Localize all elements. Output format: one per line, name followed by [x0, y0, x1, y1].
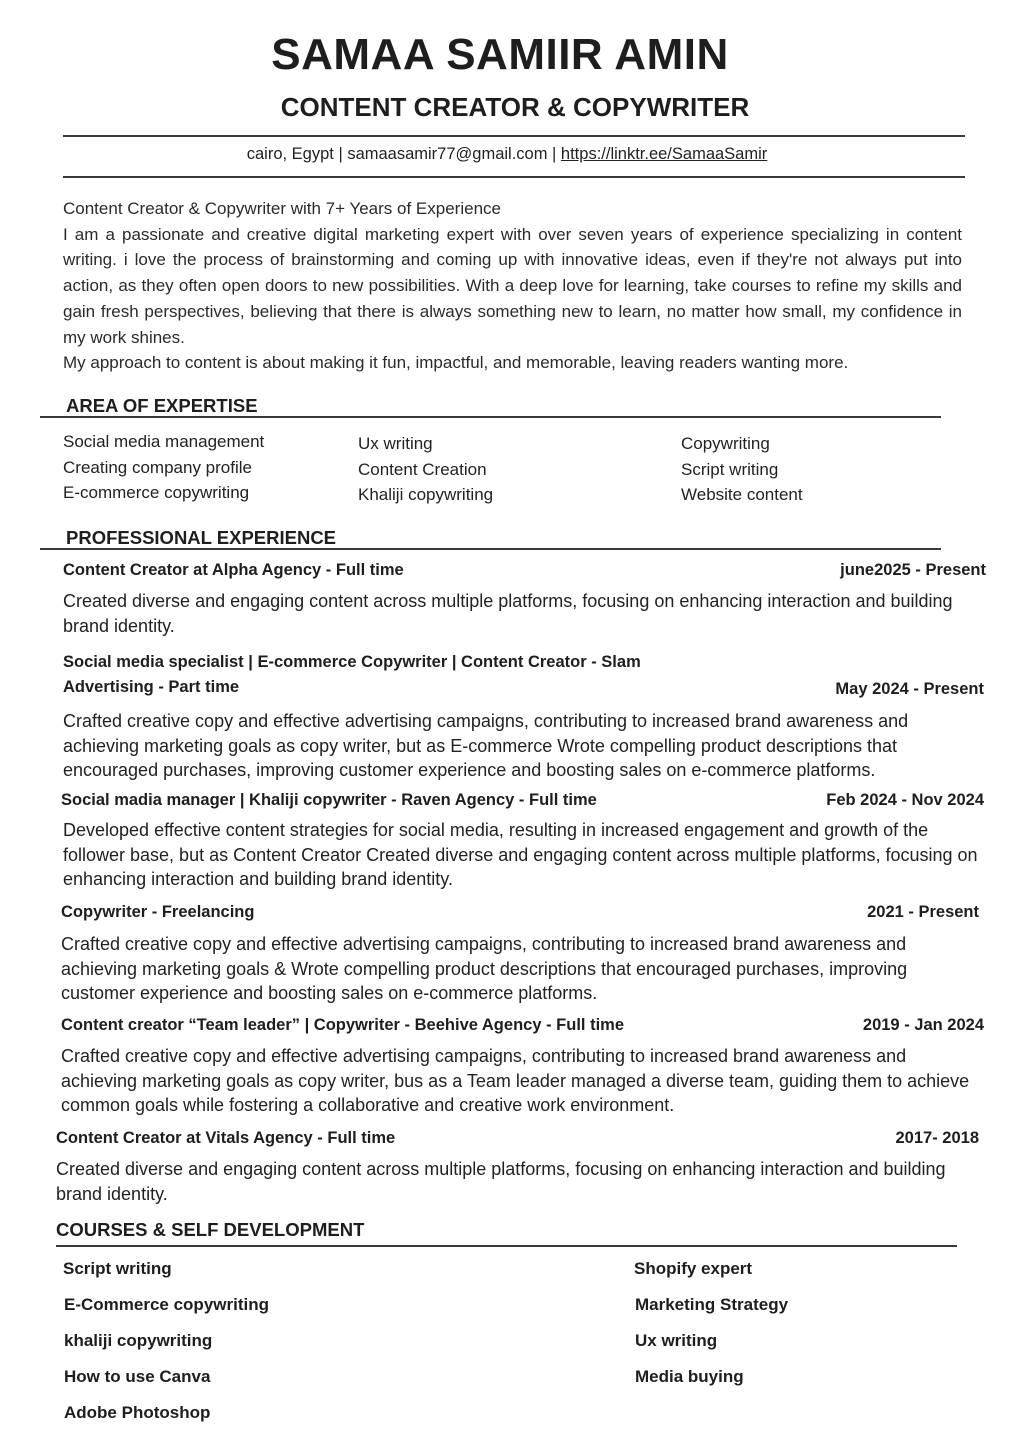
expertise-item: Social media management — [63, 432, 265, 451]
job-description: Created diverse and engaging content across multiple platforms, focusing on enhancing interaction and building brand identity. — [63, 591, 953, 636]
summary-section — [63, 196, 962, 376]
job-description: Crafted creative copy and effective advertising campaigns, contributing to increased brand awareness and achieving marketing goals as copy writer, but as E-commerce Wrote compelling product descriptions that encouraged purchases, improving customer experience and boosting sales on e-commerce platforms. — [63, 711, 909, 781]
expertise-item: Script writing — [681, 459, 779, 479]
experience-title: PROFESSIONAL EXPERIENCE — [66, 527, 337, 548]
summary-paragraph: I am a passionate and creative digital marketing expert with over seven years of experience specializing in content writing. i love the process of brainstorming and coming up with innovative ideas, even if they're not always put into action, as they often open doors to new possibilities. With a deep love for learning, take courses to refine my skills and gain fresh perspectives, believing that there is always something new to learn, no matter how small, my confidence in my work shines. — [63, 224, 962, 347]
expertise-column-3 — [681, 431, 803, 508]
expertise-item: Copywriting — [681, 434, 770, 453]
summary-closing: My approach to content is about making it fun, impactful, and memorable, leaving readers wanting more. — [63, 353, 849, 373]
resume-name: SAMAA SAMIIR AMIN — [271, 30, 729, 79]
divider — [63, 176, 965, 178]
expertise-title: AREA OF EXPERTISE — [66, 395, 258, 416]
expertise-item: Ux writing — [358, 434, 433, 453]
linktree-link[interactable]: https://linktr.ee/SamaaSamir — [560, 145, 768, 163]
divider — [40, 548, 941, 550]
resume-role: CONTENT CREATOR & COPYWRITER — [280, 92, 750, 122]
course-item: Script writing — [63, 1259, 172, 1278]
job-date: june2025 - Present — [840, 561, 986, 579]
course-item: Ux writing — [635, 1331, 718, 1350]
job-title: Social madia manager | Khaliji copywriter - Raven Agency - Full time — [61, 791, 597, 809]
job-description: Created diverse and engaging content across multiple platforms, focusing on enhancing interaction and building brand identity. — [56, 1159, 946, 1204]
course-item: Media buying — [635, 1367, 744, 1386]
divider — [40, 416, 941, 418]
job-title: Content creator “Team leader” | Copywriter - Beehive Agency - Full time — [61, 1016, 624, 1034]
job-title: Social media specialist | E-commerce Copywriter | Content Creator - Slam Advertising - Part time — [63, 653, 641, 696]
divider — [63, 135, 965, 137]
course-item: Adobe Photoshop — [64, 1403, 211, 1422]
job-description: Developed effective content strategies for social media, resulting in increased engagement and growth of the follower base, but as Content Creator Created diverse and engaging content across multiple platforms, focusing on enhancing interaction and building brand identity. — [63, 820, 978, 890]
expertise-item: Khaliji copywriting — [358, 485, 494, 504]
job-date: May 2024 - Present — [835, 680, 984, 698]
divider — [56, 1245, 957, 1247]
course-item: khaliji copywriting — [64, 1331, 213, 1350]
job-date: 2017- 2018 — [895, 1129, 979, 1147]
expertise-column-2 — [358, 431, 493, 508]
expertise-item: E-commerce copywriting — [63, 483, 250, 502]
expertise-column-1 — [63, 429, 264, 506]
expertise-item: Creating company profile — [63, 457, 252, 477]
expertise-item: Content Creation — [358, 459, 487, 479]
job-description: Crafted creative copy and effective advertising campaigns, contributing to increased brand awareness and achieving marketing goals as copy writer, bus as a Team leader managed a diverse team, guiding them to achieve common goals while fostering a collaborative and creative work environment. — [61, 1046, 970, 1116]
course-item: Shopify expert — [634, 1259, 753, 1278]
course-item: Marketing Strategy — [635, 1295, 789, 1314]
summary-headline: Content Creator & Copywriter with 7+ Years of Experience — [63, 199, 501, 218]
course-item: E-Commerce copywriting — [64, 1295, 269, 1314]
job-date: 2021 - Present — [867, 903, 979, 921]
job-date: 2019 - Jan 2024 — [862, 1016, 984, 1034]
course-item: How to use Canva — [64, 1367, 211, 1386]
courses-title: COURSES & SELF DEVELOPMENT — [56, 1219, 365, 1240]
job-title: Content Creator at Vitals Agency - Full time — [56, 1129, 396, 1147]
contact-line — [0, 145, 1014, 164]
expertise-item: Website content — [681, 485, 803, 504]
job-date: Feb 2024 - Nov 2024 — [826, 791, 984, 809]
job-description: Crafted creative copy and effective advertising campaigns, contributing to increased brand awareness and achieving marketing goals & Wrote compelling product descriptions that encouraged purchases, improving customer experience and boosting sales on e-commerce platforms. — [61, 934, 908, 1004]
job-title: Content Creator at Alpha Agency - Full time — [63, 561, 404, 579]
job-title: Copywriter - Freelancing — [61, 903, 255, 921]
contact-info: cairo, Egypt | samaasamir77@gmail.com | — [246, 145, 561, 163]
